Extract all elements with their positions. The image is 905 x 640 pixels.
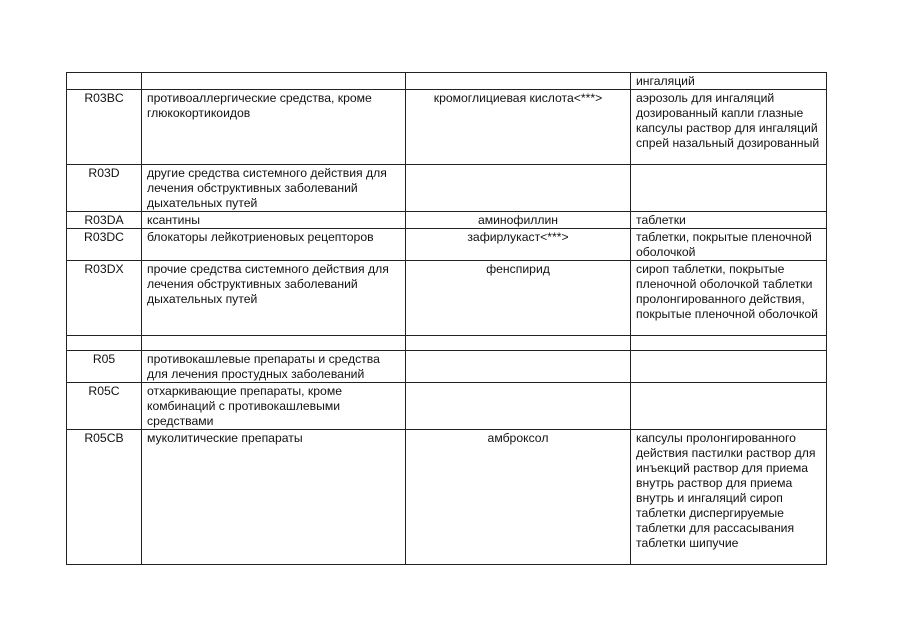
atc-code-cell: R03DA (67, 212, 142, 229)
group-name-cell: противоаллергические средства, кроме глюкокортикоидов (142, 90, 406, 165)
dosage-form-cell (631, 383, 827, 430)
inn-cell (406, 351, 631, 383)
table-row (67, 261, 827, 336)
dosage-form-cell (631, 336, 827, 351)
table-row (67, 90, 827, 165)
atc-code-cell: R03DX (67, 261, 142, 336)
dosage-form-cell (631, 165, 827, 212)
table-row (67, 229, 827, 261)
group-name-cell: другие средства системного действия для лечения обструктивных заболеваний дыхательных путей (142, 165, 406, 212)
inn-cell: фенспирид (406, 261, 631, 336)
group-name-cell: ксантины (142, 212, 406, 229)
drug-classification-table (66, 72, 827, 565)
inn-cell (406, 336, 631, 351)
table-row (67, 383, 827, 430)
inn-cell: аминофиллин (406, 212, 631, 229)
inn-cell: зафирлукаст<***> (406, 229, 631, 261)
group-name-cell (142, 336, 406, 351)
inn-cell (406, 165, 631, 212)
inn-cell (406, 73, 631, 90)
atc-code-cell: R03D (67, 165, 142, 212)
group-name-cell: отхаркивающие препараты, кроме комбинаций с противокашлевыми средствами (142, 383, 406, 430)
dosage-form-cell: капсулы пролонгированного действия пастилки раствор для инъекций раствор для приема внутрь раствор для приема внутрь и ингаляций сироп таблетки диспергируемые таблетки для рассасывания таблетки шипучие (631, 430, 827, 565)
atc-code-cell: R05C (67, 383, 142, 430)
table-row (67, 336, 827, 351)
table-body (67, 73, 827, 565)
atc-code-cell: R03BC (67, 90, 142, 165)
inn-cell (406, 383, 631, 430)
dosage-form-cell: сироп таблетки, покрытые пленочной оболочкой таблетки пролонгированного действия, покрытые пленочной оболочкой (631, 261, 827, 336)
table-row (67, 73, 827, 90)
group-name-cell: блокаторы лейкотриеновых рецепторов (142, 229, 406, 261)
group-name-cell: прочие средства системного действия для лечения обструктивных заболеваний дыхательных путей (142, 261, 406, 336)
dosage-form-cell (631, 351, 827, 383)
group-name-cell: противокашлевые препараты и средства для лечения простудных заболеваний (142, 351, 406, 383)
atc-code-cell (67, 73, 142, 90)
atc-code-cell: R05 (67, 351, 142, 383)
table-row (67, 212, 827, 229)
table-row (67, 351, 827, 383)
dosage-form-cell: аэрозоль для ингаляций дозированный капли глазные капсулы раствор для ингаляций спрей назальный дозированный (631, 90, 827, 165)
inn-cell: амброксол (406, 430, 631, 565)
atc-code-cell: R03DC (67, 229, 142, 261)
group-name-cell (142, 73, 406, 90)
atc-code-cell: R05CB (67, 430, 142, 565)
atc-code-cell (67, 336, 142, 351)
inn-cell: кромоглициевая кислота<***> (406, 90, 631, 165)
group-name-cell: муколитические препараты (142, 430, 406, 565)
dosage-form-cell: ингаляций (631, 73, 827, 90)
dosage-form-cell: таблетки (631, 212, 827, 229)
table-row (67, 165, 827, 212)
dosage-form-cell: таблетки, покрытые пленочной оболочкой (631, 229, 827, 261)
document-page (66, 72, 826, 565)
table-row (67, 430, 827, 565)
